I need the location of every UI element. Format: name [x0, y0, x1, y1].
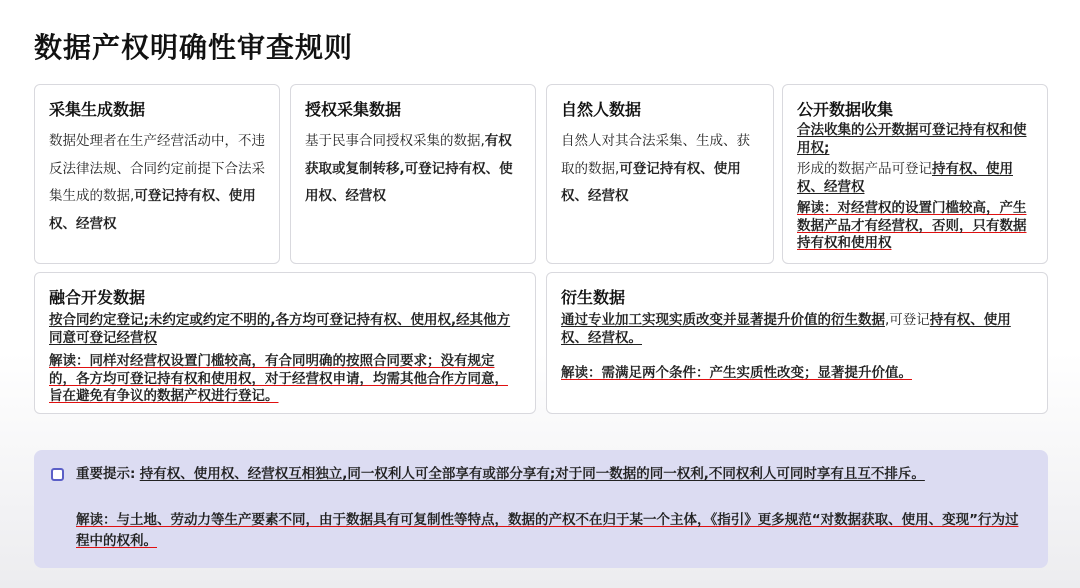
card-text: 基于民事合同授权采集的数据,有权获取或复制转移,可登记持有权、使用权、经营权 — [305, 133, 513, 205]
card-title: 自然人数据 — [561, 100, 642, 119]
note-interpretation: 解读：与土地、劳动力等生产要素不同，由于数据具有可复制性等特点，数据的产权不在归于某一个主体，《指引》更多规范“对数据获取、使用、变现”行为过程中的权利。 — [76, 512, 1019, 549]
card-text: 自然人对其合法采集、生成、获取的数据,可登记持有权、使用权、经营权 — [561, 133, 750, 205]
card-authorized — [290, 84, 536, 264]
note-text: 重要提示: 持有权、使用权、经营权互相独立,同一权利人可全部享有或部分享有;对于同一数据的同一权利,不同权利人可同时享有且互不排斥。 — [76, 466, 925, 482]
card-title: 融合开发数据 — [49, 288, 146, 307]
card-fusion — [34, 272, 536, 414]
important-note — [34, 450, 1048, 568]
card-title: 授权采集数据 — [305, 100, 402, 119]
card-title: 衍生数据 — [561, 288, 626, 307]
card-text: 按合同约定登记;未约定或约定不明的,各方均可登记持有权、使用权,经其他方同意可登记经营权 — [49, 312, 511, 346]
card-text-2: 形成的数据产品可登记持有权、使用权、经营权 — [797, 161, 1013, 195]
card-title: 采集生成数据 — [49, 100, 146, 119]
interpretation: 解读：对经营权的设置门槛较高，产生数据产品才有经营权，否则，只有数据持有权和使用权 — [797, 200, 1027, 252]
card-derived — [546, 272, 1048, 414]
card-title: 公开数据收集 — [797, 100, 894, 119]
card-natural — [546, 84, 774, 264]
interpretation: 解读：需满足两个条件：产生实质性改变；显著提升价值。 — [561, 365, 912, 382]
interpretation: 解读：同样对经营权设置门槛较高，有合同明确的按照合同要求；没有规定的，各方均可登记持有权和使用权，对于经营权申请，均需其他合作方同意，旨在避免有争议的数据产权进行登记。 — [49, 353, 508, 405]
card-public — [782, 84, 1048, 264]
card-collect — [34, 84, 280, 264]
card-text: 通过专业加工实现实质改变并显著提升价值的衍生数据,可登记持有权、使用权、经营权。 — [561, 312, 1011, 346]
card-text: 数据处理者在生产经营活动中，不违反法律法规、合同约定前提下合法采集生成的数据,可登记持有权、使用权、经营权 — [49, 133, 265, 233]
page-title: 数据产权明确性审查规则 — [34, 31, 354, 64]
note-icon — [51, 468, 64, 481]
card-text: 合法收集的公开数据可登记持有权和使用权; — [797, 122, 1027, 156]
